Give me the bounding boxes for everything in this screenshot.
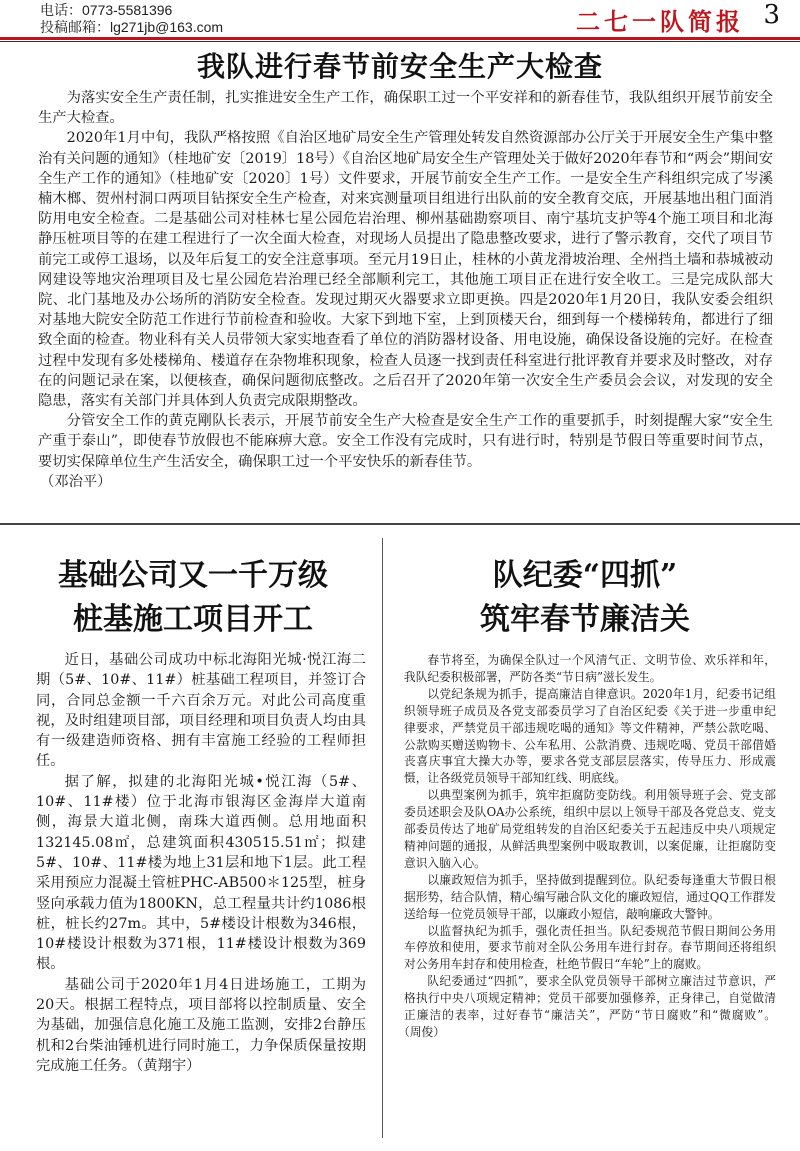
masthead-title: 二七一队简报 [576, 7, 744, 36]
article1-title: 我队进行春节前安全生产大检查 [196, 50, 603, 83]
article2-paragraph-text: 基础公司于2020年1月4日进场施工，工期为20天。根据工程特点，项目部将以控制质量、安全为基础，加强信息化施工及施工监测，安排2台静压机和2台柴油锤机进行同时施工，力争保质保量按期完成施工任务。 [36, 976, 366, 1074]
article2-paragraph: 据了解，拟建的北海阳光城•悦江海（5#、10#、11#楼）位于北海市银海区金海岸大道南侧，海景大道北侧，南珠大道西侧。总用地面积132145.08㎡，总建筑面积430515.51㎡；拟建5#、10#、11#楼为地上31层和地下1层。此工程采用预应力混凝土管桩PHC-AB500＊125型，桩身竖向承载力值为1800KN，总工程量共计约1086根桩，桩长约27m。其中，5#楼设计根数为346根，10#楼设计根数为371根，11#楼设计根数为369根。 [36, 773, 366, 973]
page-header [0, 0, 800, 38]
article2-title-line1: 基础公司又一千万级 [58, 558, 328, 593]
article2-paragraph: 近日，基础公司成功中标北海阳光城·悦江海二期（5#、10#、11#）桩基础工程项目，并签订合同，合同总金额一千六百余万元。对此公司高度重视，及时组建项目部，项目经理和项目负责人均由具有一级建造师资格、拥有丰富施工经验的工程师担任。 [36, 652, 366, 770]
article1-author: （邓治平） [40, 473, 112, 490]
article3-title [400, 554, 770, 642]
page-number: 3 [763, 0, 780, 30]
header-black-rule [0, 41, 800, 42]
email-text: 投稿邮箱：lg271jb@163.com [40, 19, 224, 35]
header-red-rule [0, 37, 800, 40]
article3-paragraph-last [404, 973, 776, 1041]
article2-body [36, 650, 366, 1076]
phone-text: 电话：0773-5581396 [40, 2, 173, 18]
article2-title [18, 554, 368, 642]
article1-paragraph: 为落实安全生产责任制，扎实推进安全生产工作，确保职工过一个平安祥和的新春佳节，我队组织开展节前安全生产大检查。 [38, 90, 773, 127]
article1-paragraph: 2020年1月中旬，我队严格按照《自治区地矿局安全生产管理处转发自然资源部办公厅关于开展安全生产集中整治有关问题的通知》（桂地矿安〔2019〕18号）《自治区地矿局安全生产管理处关于做好2020年春节和“两会”期间安全生产工作的通知》（桂地矿安〔2020〕1号）文件要求，开展节前安全生产工作。一是安全生产科组织完成了岑溪楠木榔、贺州村洞口两项目钻探安全生产检查，对来宾测量项目组进行出队前的安全教育交底，开展基地出租门面消防用电安全检查。二是基础公司对桂林七星公园危岩治理、柳州基础勘察项目、南宁基坑支护等4个施工项目和北海静压桩项目等的在建工程进行了一次全面大检查，对现场人员提出了隐患整改要求，进行了警示教育，交代了项目节前完工或停工退场，以及年后复工的安全注意事项。至元月19日止，桂林的小黄龙滑坡治理、全州挡土墙和恭城被动网建设等地灾治理项目及七星公园危岩治理已经全部顺利完工，其他施工项目正在进行安全收工。三是完成队部大院、北门基地及办公场所的消防安全检查。发现过期灭火器要求立即更换。四是2020年1月20日，我队安委会组织对基地大院安全防范工作进行节前检查和验收。大家下到地下室，上到顶楼天台，细到每一个楼梯转角，都进行了细致全面的检查。物业科有关人员带领大家实地查看了单位的消防器材设备、用电设施，确保设备设施的完好。在检查过程中发现有多处楼梯角、楼道存在杂物堆积现象，检查人员逐一找到责任科室进行批评教育并要求及时整改，对存在的问题记录在案，以便核查，确保问题彻底整改。之后召开了2020年第一次安全生产委员会会议，对发现的安全隐患，落实有关部门并具体到人负责完成限期整改。 [38, 130, 773, 410]
article3-body [404, 652, 776, 1041]
article1-paragraph: 分管安全工作的黄克剛队长表示，开展节前安全生产大检查是安全生产工作的重要抓手，时刻提醒大家“安全生产重于泰山”，即使春节放假也不能麻痹大意。安全工作没有完成时，只有进行时，特别是节假日等重要时间节点，要切实保障单位生产生活安全，确保职工过一个平安快乐的新春佳节。 [38, 413, 773, 470]
article1-body [38, 88, 773, 492]
article2-author: （黄翔宇） [136, 1057, 201, 1074]
contact-info [40, 2, 223, 36]
article3-paragraph: 以典型案例为抓手，筑牢拒腐防变防线。利用领导班子会、党支部委员述职会及队OA办公系统，组织中层以上领导干部及各党总支、党支部委员传达了地矿局党组转发的自治区纪委关于五起违反中央八项规定精神问题的通报，从鲜活典型案例中吸取教训，以案促廉，让拒腐防变意识入脑入心。 [404, 788, 776, 870]
article3-paragraph: 以廉政短信为抓手，坚持做到提醒到位。队纪委每逢重大节假日根据形势，结合队情，精心编写融合队文化的廉政短信，通过QQ工作群发送给每一位党员领导干部，以廉政小短信，敲响廉政大警钟。 [404, 872, 776, 921]
article3-paragraph: 以党纪条规为抓手，提高廉洁自律意识。2020年1月，纪委书记组织领导班子成员及各党支部委员学习了自治区纪委《关于进一步重申纪律要求，严禁党员干部违规吃喝的通知》等文件精神，严禁公款吃喝、公款购买赠送购物卡、公车私用、公款消费、违规吃喝、党员干部借婚丧喜庆事宜大操大办等，要求各党支部层层落实，传导压力、形成震慑，让各级党员领导干部知红线、明底线。 [404, 686, 776, 786]
section-divider [0, 523, 800, 525]
column-divider [382, 538, 383, 1138]
article2-title-line2: 桩基施工项目开工 [73, 602, 313, 637]
article3-title-line1: 队纪委“四抓” [492, 558, 678, 593]
article2-paragraph-last [36, 975, 366, 1076]
article3-author: （周俊） [404, 1024, 445, 1039]
article3-paragraph: 以监督执纪为抓手，强化责任担当。队纪委规范节假日期间公务用车停放和使用，要求节前对全队公务用车进行封存。春节期间还将组织对公务用车封存和使用检查，杜绝节假日“车轮”上的腐败。 [404, 923, 776, 972]
article3-paragraph-text: 队纪委通过“四抓”，要求全队党员领导干部树立廉洁过节意识，严格执行中央八项规定精神；党员干部要加强修养，正身律己，自觉做清正廉洁的表率，过好春节“廉洁关”，严防“节日腐败”和“微腐败”。 [404, 974, 776, 1023]
article3-paragraph: 春节将至，为确保全队过一个风清气正、文明节俭、欢乐祥和年，我队纪委积极部署，严防各类“节日病”滋长发生。 [404, 653, 776, 684]
article3-title-line2: 筑牢春节廉洁关 [480, 602, 690, 637]
